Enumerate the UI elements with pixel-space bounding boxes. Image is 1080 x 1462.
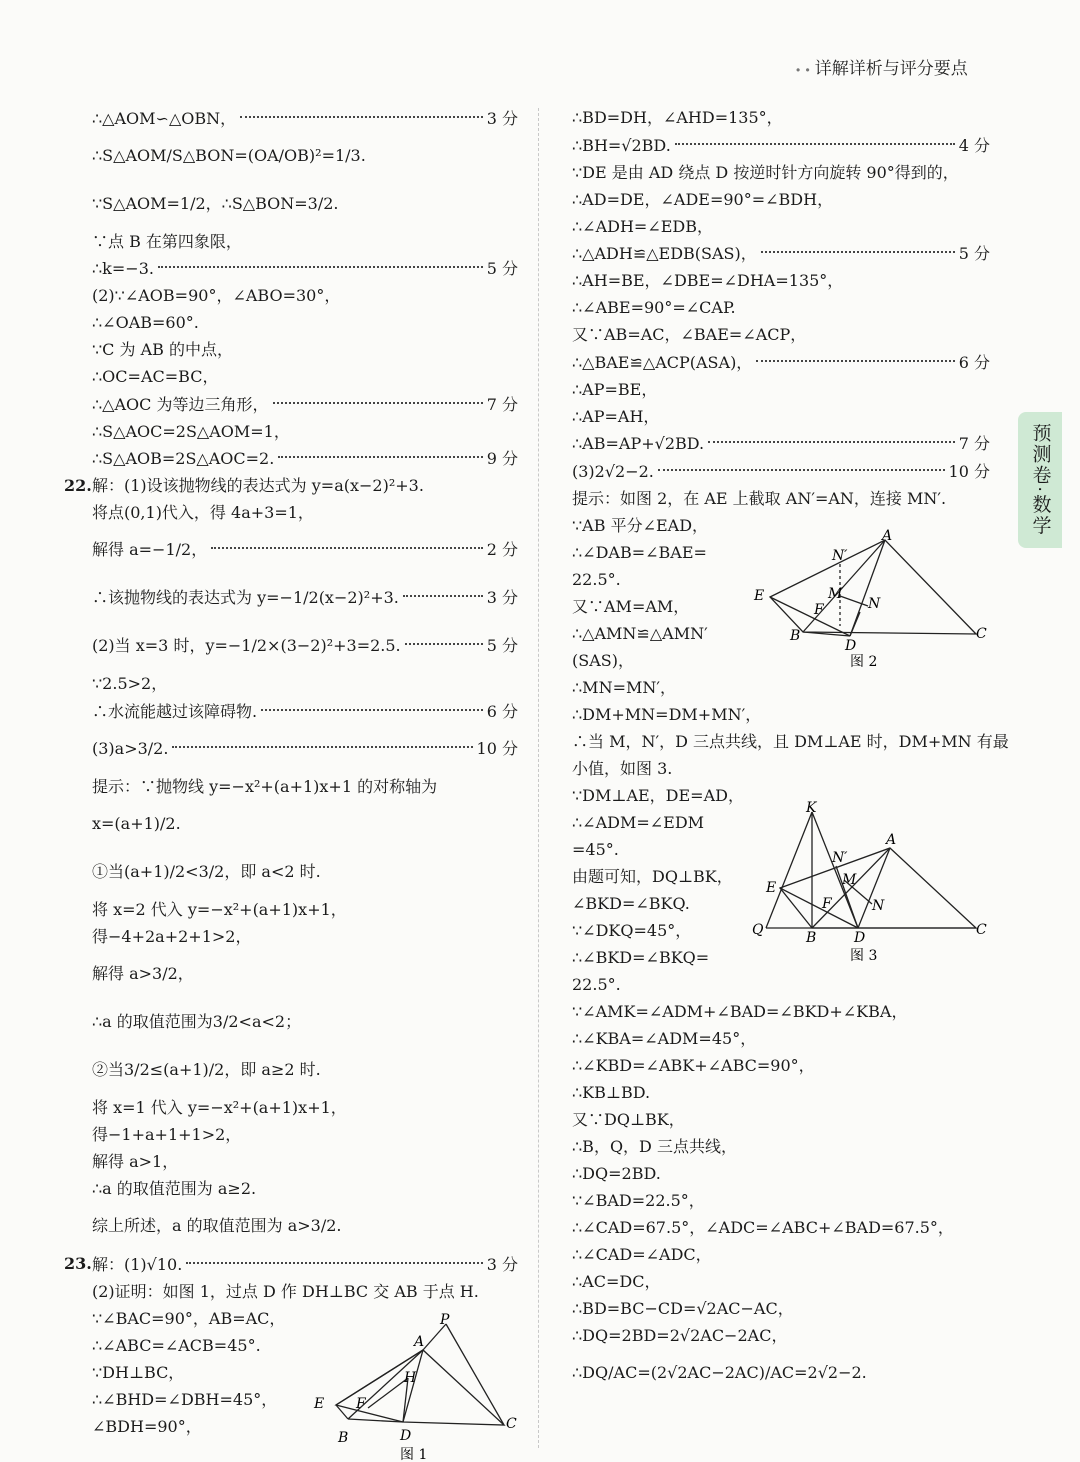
line-text: ∴∠ABC=∠ACB=45°. xyxy=(92,1335,261,1355)
solution-line xyxy=(92,950,518,998)
fig2-label-N: N xyxy=(868,596,881,612)
score-points: 6 分 xyxy=(958,352,990,372)
fig1-label-F: F xyxy=(356,1396,366,1412)
line-text: ∠BDH=90°， xyxy=(92,1416,202,1436)
score-points: 6 分 xyxy=(486,701,518,721)
solution-line xyxy=(572,1295,990,1322)
solution-line xyxy=(572,376,990,403)
fig2-label-E: E xyxy=(754,588,765,604)
line-text: ②当3/2≤(a+1)/2，即 a≥2 时. xyxy=(92,1059,321,1079)
line-text: ∴AP=BE， xyxy=(572,379,658,399)
line-text: ∴DM+MN=DM+MN′， xyxy=(572,704,762,724)
solution-line xyxy=(572,485,990,512)
line-text: ∵S△AOM=1/2，∴S△BON=3/2. xyxy=(92,193,339,213)
solution-line xyxy=(92,499,518,526)
line-text: ∴∠OAB=60°. xyxy=(92,313,199,333)
line-text: 提示：如图 2，在 AE 上截取 AN′=AN，连接 MN′. xyxy=(572,488,947,508)
fig1-label-A: A xyxy=(414,1334,425,1350)
solution-line xyxy=(92,282,518,309)
fig3-label-N-prime: N′ xyxy=(832,850,848,866)
line-text: 又∵DQ⊥BK， xyxy=(572,1109,685,1129)
fig2-label-C: C xyxy=(976,626,987,642)
solution-line xyxy=(92,1278,518,1305)
solution-line xyxy=(92,526,518,574)
solution-line xyxy=(572,1322,990,1349)
solution-line xyxy=(92,1094,518,1121)
line-text: ∵∠AMK=∠ADM+∠BAD=∠BKD+∠KBA， xyxy=(572,1001,908,1021)
solution-line xyxy=(572,1241,990,1268)
solution-line xyxy=(572,240,990,268)
solution-line xyxy=(92,104,518,132)
fig3-label-A: A xyxy=(886,832,897,848)
fig3-label-C: C xyxy=(976,922,987,938)
solution-line xyxy=(92,923,518,950)
dot-leader xyxy=(240,98,483,118)
fig2-label-B: B xyxy=(790,628,801,644)
dot-leader xyxy=(405,626,483,646)
line-text: ∴AD=DE，∠ADE=90°=∠BDH， xyxy=(572,189,834,209)
dot-leader xyxy=(756,342,954,362)
line-text: ∴∠CAD=∠ADC， xyxy=(572,1244,712,1264)
line-text: ∵C 为 AB 的中点， xyxy=(92,340,233,360)
score-points: 3 分 xyxy=(486,588,518,608)
solution-line xyxy=(572,457,990,485)
line-text: ∵∠BAD=22.5°， xyxy=(572,1190,705,1210)
question-number: 23. xyxy=(64,1253,92,1273)
fig1-label-P: P xyxy=(440,1312,450,1328)
line-text: (2)证明：如图 1，过点 D 作 DH⊥BC 交 AB 于点 H. xyxy=(92,1281,479,1301)
fig3-label-M: M xyxy=(842,872,857,888)
line-text: 小值，如图 3. xyxy=(572,758,673,778)
solution-line xyxy=(92,132,518,180)
solution-line xyxy=(92,725,518,773)
line-text: ∴KB⊥BD. xyxy=(572,1082,651,1102)
line-text: 解：(1)设该抛物线的表达式为 y=a(x−2)²+3. xyxy=(92,476,424,496)
solution-line xyxy=(572,1052,990,1079)
fig2-label-D: D xyxy=(845,638,857,654)
dot-leader xyxy=(186,1244,482,1264)
line-text: 解得 a>3/2， xyxy=(92,963,194,983)
question-number: 22. xyxy=(64,476,92,496)
solution-line xyxy=(92,574,518,622)
solution-line xyxy=(572,131,990,159)
fig1-label-H: H xyxy=(404,1370,417,1386)
side-tab-label: 预测卷·数学 xyxy=(1029,423,1051,537)
solution-line xyxy=(572,1133,990,1160)
line-text: 22.5°. xyxy=(572,974,621,994)
solution-line xyxy=(92,1175,518,1202)
line-text: 将 x=2 代入 y=−x²+(a+1)x+1， xyxy=(92,899,347,919)
line-text: ∴水流能越过该障碍物. xyxy=(92,701,258,721)
line-text: (2)∵∠AOB=90°，∠ABO=30°， xyxy=(92,286,341,306)
line-text: ∵AB 平分∠EAD， xyxy=(572,515,709,535)
solution-line xyxy=(92,896,518,923)
figure-2 xyxy=(750,526,990,670)
dot-leader xyxy=(675,125,955,145)
line-text: 22.5°. xyxy=(572,569,621,589)
line-text: ∵∠DKQ=45°， xyxy=(572,920,692,940)
score-points: 3 分 xyxy=(486,1254,518,1274)
line-text: ∴△AOM∽△OBN， xyxy=(92,108,237,128)
line-text: ∴∠ADM=∠EDM xyxy=(572,812,705,832)
line-text: ∵DM⊥AE，DE=AD， xyxy=(572,785,744,805)
line-text: (SAS)， xyxy=(572,650,634,670)
solution-line xyxy=(572,294,990,321)
line-text: ∠BKD=∠BKQ. xyxy=(572,893,690,913)
line-text: (2)当 x=3 时，y=−1/2×(3−2)²+3=2.5. xyxy=(92,636,401,656)
line-text: ∴AC=DC， xyxy=(572,1271,661,1291)
solution-line xyxy=(92,1202,518,1250)
header-title: 详解详析与评分要点 xyxy=(814,59,968,78)
dot-leader xyxy=(403,578,483,598)
line-text: 得−4+2a+2+1>2， xyxy=(92,926,252,946)
solution-line xyxy=(64,472,518,499)
solution-line xyxy=(92,309,518,336)
line-text: (3)2√2−2. xyxy=(572,461,654,481)
line-text: 由题可知，DQ⊥BK， xyxy=(572,866,733,886)
dot-leader xyxy=(708,424,955,444)
solution-line xyxy=(92,622,518,670)
line-text: ∴∠BKD=∠BKQ= xyxy=(572,947,710,967)
fig1-label-B: B xyxy=(338,1430,349,1446)
line-text: 将 x=1 代入 y=−x²+(a+1)x+1， xyxy=(92,1097,347,1117)
line-text: ∴DQ=2BD. xyxy=(572,1163,661,1183)
dot-leader xyxy=(261,691,483,711)
line-text: 解得 a=−1/2， xyxy=(92,540,208,560)
left-column xyxy=(64,104,518,1440)
right-column xyxy=(572,104,1009,1397)
line-text: ∵DH⊥BC， xyxy=(92,1362,185,1382)
line-text: (3)a>3/2. xyxy=(92,738,169,758)
line-text: ∴△ADH≌△EDB(SAS)， xyxy=(572,244,757,264)
fig2-caption: 图 2 xyxy=(850,654,878,670)
score-points: 10 分 xyxy=(476,738,518,758)
line-text: ∴DQ/AC=(2√2AC−2AC)/AC=2√2−2. xyxy=(572,1362,867,1382)
line-text: ∴B，Q，D 三点共线， xyxy=(572,1136,737,1156)
solution-line xyxy=(572,1160,990,1187)
line-text: ∴∠DAB=∠BAE= xyxy=(572,542,707,562)
solution-line xyxy=(572,701,990,728)
line-text: 将点(0,1)代入，得 4a+3=1， xyxy=(92,503,314,523)
score-points: 10 分 xyxy=(948,461,990,481)
solution-line xyxy=(572,1349,990,1397)
score-points: 2 分 xyxy=(486,540,518,560)
fig3-label-F: F xyxy=(822,896,832,912)
fig3-label-B: B xyxy=(806,930,817,946)
fig1-label-E: E xyxy=(314,1396,325,1412)
dot-leader xyxy=(211,530,483,550)
solution-line xyxy=(92,998,518,1046)
line-text: ∴S△AOC=2S△AOM=1， xyxy=(92,421,290,441)
solution-line xyxy=(572,1214,990,1241)
solution-line xyxy=(572,1106,990,1133)
line-text: ∴MN=MN′， xyxy=(572,677,676,697)
score-points: 9 分 xyxy=(486,449,518,469)
score-points: 5 分 xyxy=(958,244,990,264)
solution-line xyxy=(572,971,990,998)
solution-line xyxy=(92,1121,518,1148)
solution-line xyxy=(92,1148,518,1175)
solution-line xyxy=(572,674,990,701)
line-text: ∴a 的取值范围为 a≥2. xyxy=(92,1178,257,1198)
score-points: 5 分 xyxy=(486,259,518,279)
solution-line xyxy=(572,159,990,186)
solution-line xyxy=(92,1046,518,1094)
solution-line xyxy=(572,267,990,294)
dot-leader xyxy=(761,234,955,254)
fig2-label-A: A xyxy=(882,528,893,544)
line-text: ∴AH=BE，∠DBE=∠DHA=135°， xyxy=(572,271,844,291)
line-text: ∴该抛物线的表达式为 y=−1/2(x−2)²+3. xyxy=(92,588,399,608)
solution-line xyxy=(572,1268,990,1295)
line-text: ∵DE 是由 AD 绕点 D 按逆时针方向旋转 90°得到的， xyxy=(572,162,959,182)
score-points: 7 分 xyxy=(958,434,990,454)
column-divider xyxy=(538,108,539,1448)
line-text: ①当(a+1)/2<3/2，即 a<2 时. xyxy=(92,861,321,881)
figure-3 xyxy=(750,800,990,970)
line-text: ∴当 M，N′，D 三点共线，且 DM⊥AE 时，DM+MN 有最 xyxy=(572,731,1009,751)
score-points: 3 分 xyxy=(486,108,518,128)
dot-leader xyxy=(158,249,483,269)
solution-line xyxy=(92,390,518,418)
side-tab xyxy=(1018,412,1062,548)
fig3-label-Q: Q xyxy=(752,922,764,938)
line-text: ∴∠ABE=90°=∠CAP. xyxy=(572,298,736,318)
score-points: 5 分 xyxy=(486,636,518,656)
solution-line xyxy=(92,848,518,896)
line-text: ∴∠KBD=∠ABK+∠ABC=90°， xyxy=(572,1055,815,1075)
line-text: ∴∠KBA=∠ADM=45°， xyxy=(572,1028,757,1048)
line-text: ∴AP=AH， xyxy=(572,406,660,426)
line-text: 又∵AM=AM， xyxy=(572,596,690,616)
line-text: 解得 a>1， xyxy=(92,1151,179,1171)
solution-line xyxy=(92,773,518,800)
line-text: ∴AB=AP+√2BD. xyxy=(572,434,705,454)
fig1-label-D: D xyxy=(400,1428,412,1444)
line-text: ∴∠BHD=∠DBH=45°， xyxy=(92,1389,278,1409)
solution-line xyxy=(572,1025,990,1052)
line-text: 得−1+a+1+1>2， xyxy=(92,1124,242,1144)
dot-leader xyxy=(273,384,483,404)
solution-line xyxy=(572,1187,990,1214)
line-text: ∵2.5>2， xyxy=(92,674,168,694)
line-text: ∴∠ADH=∠EDB， xyxy=(572,216,714,236)
line-text: ∴OC=AC=BC， xyxy=(92,367,219,387)
line-text: 又∵AB=AC，∠BAE=∠ACP， xyxy=(572,325,807,345)
fig2-label-N-prime: N′ xyxy=(832,548,848,564)
solution-line xyxy=(92,255,518,283)
line-text: ∴BD=BC−CD=√2AC−AC， xyxy=(572,1298,794,1318)
solution-line xyxy=(572,186,990,213)
fig2-label-F: F xyxy=(814,602,824,618)
line-text: ∴△BAE≌△ACP(ASA)， xyxy=(572,352,753,372)
dot-leader xyxy=(278,439,482,459)
solution-line xyxy=(64,1250,518,1278)
line-text: 提示：∵抛物线 y=−x²+(a+1)x+1 的对称轴为 xyxy=(92,776,438,796)
line-text: ∴△AMN≌△AMN′ xyxy=(572,623,708,643)
line-text: ∴BH=√2BD. xyxy=(572,135,671,155)
line-text: ∴S△AOM/S△BON=(OA/OB)²=1/3. xyxy=(92,145,366,165)
fig1-label-C: C xyxy=(506,1416,517,1432)
solution-line xyxy=(92,336,518,363)
dot-leader xyxy=(658,451,945,471)
line-text: 综上所述，a 的取值范围为 a>3/2. xyxy=(92,1215,342,1235)
fig3-label-E: E xyxy=(766,880,777,896)
line-text: ∴a 的取值范围为3/2<a<2； xyxy=(92,1011,302,1031)
fig1-caption: 图 1 xyxy=(400,1447,428,1462)
line-text: ∴△AOC 为等边三角形， xyxy=(92,394,269,414)
line-text: ∵点 B 在第四象限， xyxy=(92,231,242,251)
line-text: ∴k=−3. xyxy=(92,259,154,279)
fig2-label-M: M xyxy=(828,586,843,602)
line-text: ∴S△AOB=2S△AOC=2. xyxy=(92,449,275,469)
line-text: =45°. xyxy=(572,839,619,859)
fig3-caption: 图 3 xyxy=(850,948,878,964)
dot-leader xyxy=(172,728,472,748)
page-header xyxy=(796,54,996,79)
fig3-label-N: N xyxy=(872,898,885,914)
solution-line xyxy=(572,348,990,376)
solution-line xyxy=(92,800,518,848)
line-text: 解：(1)√10. xyxy=(92,1254,183,1274)
line-text: ∴BD=DH，∠AHD=135°， xyxy=(572,108,783,127)
solution-line xyxy=(92,445,518,473)
score-points: 4 分 xyxy=(958,135,990,155)
solution-line xyxy=(572,728,1009,755)
fig3-label-K: K xyxy=(806,800,817,816)
line-text: ∴∠CAD=67.5°，∠ADC=∠ABC+∠BAD=67.5°， xyxy=(572,1217,954,1237)
fig3-label-D: D xyxy=(854,930,866,946)
figure-1 xyxy=(308,1312,528,1462)
line-text: ∵∠BAC=90°，AB=AC， xyxy=(92,1308,286,1328)
solution-line xyxy=(92,180,518,228)
header-dots-icon: • • xyxy=(796,63,811,77)
solution-line xyxy=(572,998,990,1025)
solution-line xyxy=(572,1079,990,1106)
line-text: x=(a+1)/2. xyxy=(92,813,181,833)
solution-line xyxy=(92,697,518,725)
line-text: ∴DQ=2BD=2√2AC−2AC， xyxy=(572,1325,788,1345)
solution-line xyxy=(572,755,990,782)
score-points: 7 分 xyxy=(486,394,518,414)
